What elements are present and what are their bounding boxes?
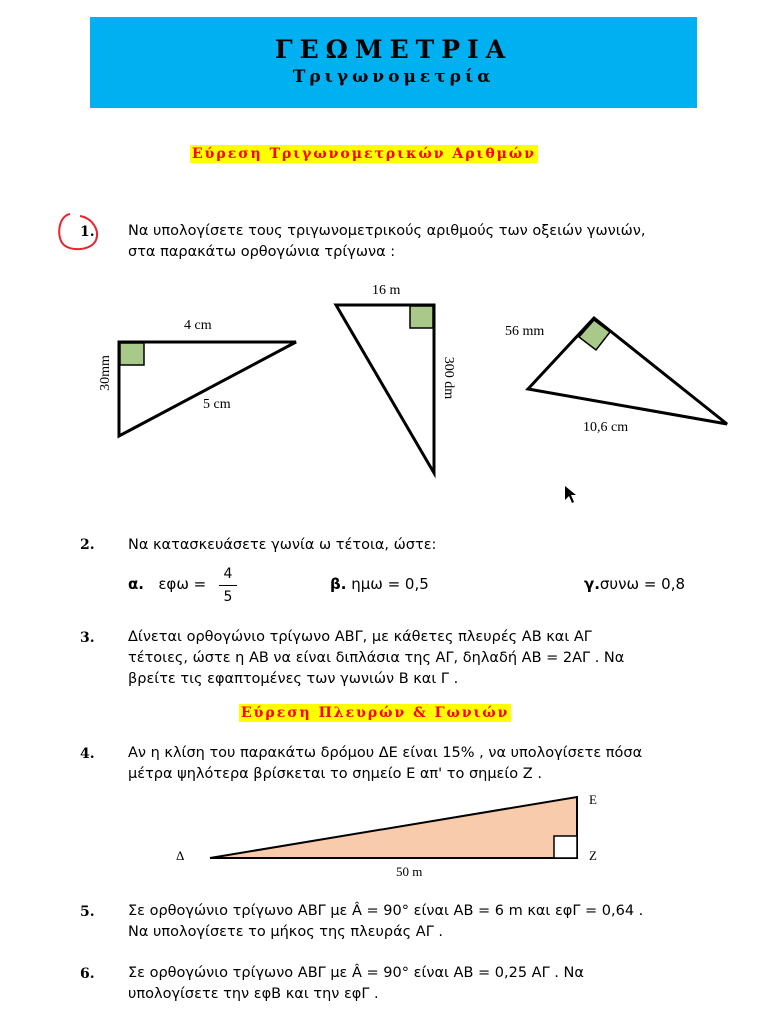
q2-a-fraction-bar: [219, 585, 237, 586]
question-5-text: [128, 901, 698, 943]
question-1-number: 1.: [80, 224, 95, 240]
label-z: Ζ: [589, 848, 597, 863]
question-1-line-1: Να υπολογίσετε τους τριγωνομετρικούς αριθμούς των οξειών γωνιών,: [128, 223, 646, 239]
q2-b-label: β.: [330, 575, 347, 593]
tri1-left-label: 30mm: [98, 355, 113, 391]
question-3-number: 3.: [80, 630, 95, 646]
q2-a-text: εφω =: [158, 575, 207, 593]
question-1-line-2: στα παρακάτω ορθογώνια τρίγωνα :: [128, 244, 396, 260]
circle-mark: [59, 214, 97, 249]
question-6-number: 6.: [80, 966, 95, 982]
triangle-1-right-angle: [120, 343, 144, 365]
question-3-line-1: Δίνεται ορθογώνιο τρίγωνο ΑΒΓ, με κάθετες πλευρές ΑΒ και ΑΓ: [128, 629, 592, 645]
q2-a: [128, 575, 206, 593]
triangle-3: [528, 318, 727, 424]
q2-b-text: ημω = 0,5: [351, 575, 429, 593]
road-right-angle: [554, 836, 577, 858]
tri2-top-label: 16 m: [372, 283, 401, 298]
page-subtitle: Τριγωνομετρία: [292, 67, 495, 87]
q2-c: [584, 575, 685, 593]
tri1-top-label: 4 cm: [184, 318, 212, 333]
question-5-line-1: Σε ορθογώνιο τρίγωνο ΑΒΓ με Â = 90° είναι ΑΒ = 6 m και εφΓ = 0,64 .: [128, 903, 644, 919]
question-2-text: Να κατασκευάσετε γωνία ω τέτοια, ώστε:: [128, 537, 437, 553]
tri1-hyp-label: 5 cm: [203, 397, 231, 412]
question-4-number: 4.: [80, 746, 95, 762]
triangle-2: [336, 305, 434, 473]
question-2-number: 2.: [80, 537, 95, 553]
section-title-2: Εύρεση Πλευρών & Γωνιών: [241, 705, 510, 721]
road-base-label: 50 m: [396, 864, 423, 879]
question-3-line-2: τέτοιες, ώστε η ΑΒ να είναι διπλάσια της ΑΓ, δηλαδή ΑΒ = 2ΑΓ . Να: [128, 650, 625, 666]
q2-a-label: α.: [128, 575, 145, 593]
tri3-left-label: 56 mm: [505, 324, 545, 339]
question-6-line-2: υπολογίσετε την εφΒ και την εφΓ .: [128, 986, 379, 1002]
tri2-right-label: 300 dm: [441, 356, 456, 400]
triangle-3-right-angle: [579, 320, 610, 350]
question-4-line-1: Αν η κλίση του παρακάτω δρόμου ΔΕ είναι 15% , να υπολογίσετε πόσα: [128, 745, 643, 761]
question-4-line-2: μέτρα ψηλότερα βρίσκεται το σημείο Ε απ' το σημείο Ζ .: [128, 766, 542, 782]
question-4-text: [128, 743, 698, 785]
question-5-line-2: Να υπολογίσετε το μήκος της πλευράς ΑΓ .: [128, 924, 443, 940]
cursor-icon: [565, 486, 576, 503]
q2-a-denominator: 5: [223, 589, 233, 605]
label-delta: Δ: [176, 848, 185, 863]
q2-b: [330, 575, 429, 593]
question-3-text: [128, 627, 698, 690]
page-title: ΓΕΩΜΕΤΡΙΑ: [274, 35, 513, 64]
triangle-1: [119, 342, 296, 436]
question-6-text: [128, 963, 698, 1005]
q2-c-text: συνω = 0,8: [599, 575, 686, 593]
tri3-bottom-label: 10,6 cm: [583, 420, 629, 435]
triangle-2-right-angle: [410, 306, 433, 328]
question-5-number: 5.: [80, 904, 95, 920]
q2-c-label: γ.: [584, 575, 600, 593]
road-triangle: [210, 797, 577, 858]
label-e: Ε: [589, 792, 597, 807]
q2-a-numerator: 4: [223, 566, 233, 582]
question-3-line-3: βρείτε τις εφαπτομένες των γωνιών Β και Γ .: [128, 671, 459, 687]
question-6-line-1: Σε ορθογώνιο τρίγωνο ΑΒΓ με Â = 90° είναι ΑΒ = 0,25 ΑΓ . Να: [128, 965, 584, 981]
section-title-1: Εύρεση Τριγωνομετρικών Αριθμών: [192, 146, 536, 162]
